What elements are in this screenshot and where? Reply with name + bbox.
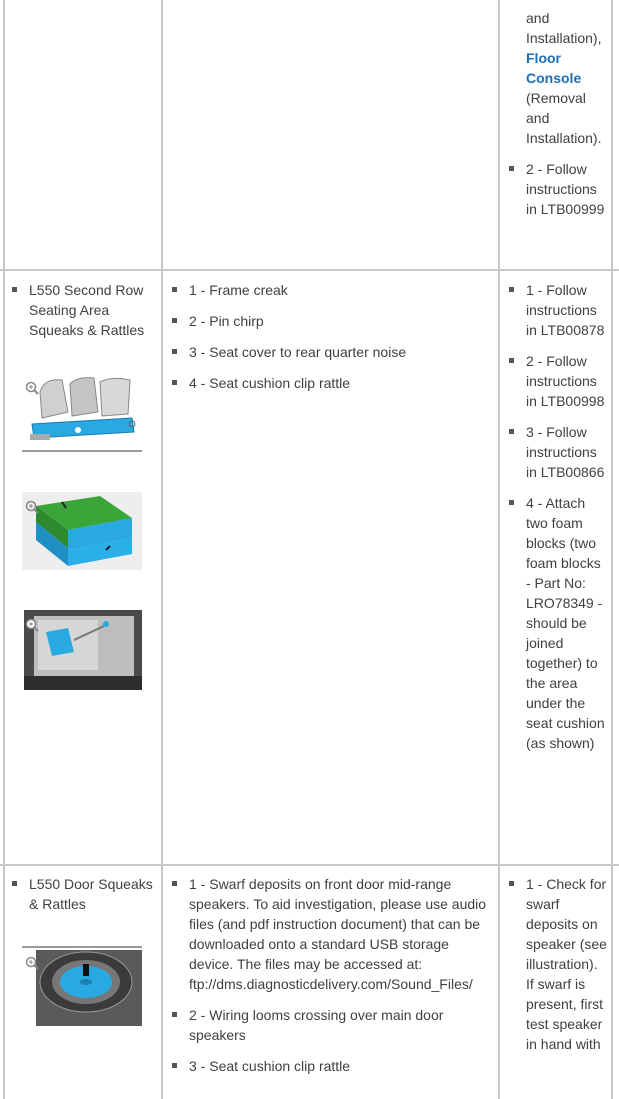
row1-action-1: 1 - Follow instructions in LTB00878 [508, 280, 608, 340]
seat-frame-illustration[interactable] [22, 372, 142, 452]
row2-issues-cell [171, 874, 493, 1087]
zoom-icon[interactable] [25, 381, 39, 395]
door-speaker-graphic [22, 946, 142, 1026]
row2-title: L550 Door Squeaks & Rattles [11, 874, 153, 914]
row2-title-cell [11, 874, 153, 925]
row1-action-4: 4 - Attach two foam blocks (two foam blocks - Part No: LRO78349 - should be joined together) to the area under the seat cushion (as shown) [508, 493, 608, 753]
fragment-text-installation: Installation), [526, 30, 602, 46]
row1-issue-3: 3 - Seat cover to rear quarter noise [171, 342, 491, 362]
zoom-icon[interactable] [25, 956, 39, 970]
table-border-right [611, 0, 613, 1099]
foam-blocks-graphic [22, 492, 142, 570]
table-border-col1 [161, 0, 163, 1099]
row2-actions-cell [508, 874, 608, 1065]
top-row-action-item-2: 2 - Follow instructions in LTB00999 [508, 159, 606, 219]
door-speaker-illustration[interactable] [22, 946, 142, 1026]
top-row-action-fragment [508, 8, 608, 148]
row1-issue-1: 1 - Frame creak [171, 280, 491, 300]
row2-issue-2: 2 - Wiring looms crossing over main door speakers [171, 1005, 493, 1045]
fragment-text-removal: (Removal and Installation). [526, 90, 602, 146]
row1-issue-2: 2 - Pin chirp [171, 311, 491, 331]
fragment-text-and: and [526, 10, 550, 26]
row1-title: L550 Second Row Seating Area Squeaks & Rattles [11, 280, 153, 340]
row-divider-1 [0, 269, 619, 271]
row1-actions-cell [508, 280, 608, 764]
seat-cushion-photo[interactable] [24, 610, 142, 690]
row1-action-2: 2 - Follow instructions in LTB00998 [508, 351, 608, 411]
top-row-actions-cell [508, 8, 608, 230]
seat-cushion-graphic [24, 610, 142, 690]
zoom-icon[interactable] [25, 500, 39, 514]
row2-action-1: 1 - Check for swarf deposits on speaker (see illustration). If swarf is present, first test speaker in hand with [508, 874, 608, 1054]
floor-console-link[interactable]: Floor Console [526, 50, 582, 86]
row1-issues-cell [171, 280, 491, 404]
row1-action-3: 3 - Follow instructions in LTB00866 [508, 422, 608, 482]
table-border-col2 [498, 0, 500, 1099]
row1-issue-4: 4 - Seat cushion clip rattle [171, 373, 491, 393]
row2-issue-1: 1 - Swarf deposits on front door mid-range speakers. To aid investigation, please use audio files (and pdf instruction document) that can be downloaded onto a standard USB storage device. The files may be accessed at: ftp://dms.diagnosticdelivery.com/Sound_Files/ [171, 874, 493, 994]
table-border-left [3, 0, 5, 1099]
foam-blocks-illustration[interactable] [22, 492, 142, 570]
row-divider-2 [0, 864, 619, 866]
seat-frame-graphic [22, 372, 142, 452]
row1-title-cell [11, 280, 153, 351]
row2-issue-3: 3 - Seat cushion clip rattle [171, 1056, 493, 1076]
zoom-icon[interactable] [25, 618, 39, 632]
